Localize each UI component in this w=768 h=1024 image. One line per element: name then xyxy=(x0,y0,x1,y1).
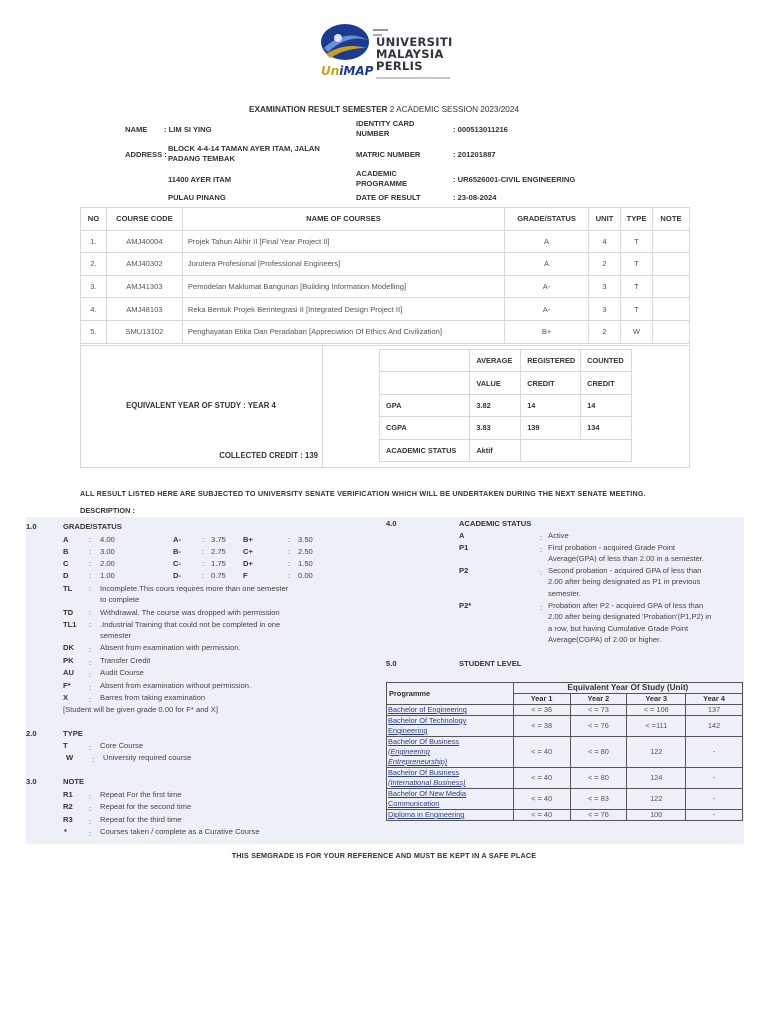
level-value: 100 xyxy=(627,810,686,821)
type-code-w: W xyxy=(66,753,74,762)
level-value: < = 38 xyxy=(513,716,570,737)
section-3-title: NOTE xyxy=(63,777,85,786)
grade-code: C xyxy=(63,559,69,568)
status-text-tl1: .Industrial Training that could not be completed in one xyxy=(100,620,281,629)
note-code-r2: R2 xyxy=(63,802,73,811)
course-unit: 4 xyxy=(589,230,621,253)
gpa-row xyxy=(380,394,632,416)
programme-name-line: Communication xyxy=(388,799,440,808)
programme-name-line: Engineering xyxy=(388,726,428,735)
colon: : xyxy=(89,683,92,692)
header-unit: UNIT xyxy=(589,208,621,231)
level-header-year-4: Year 4 xyxy=(686,694,743,705)
status-text-p2-star: Probation after P2 - acquired GPA of less than xyxy=(548,601,704,610)
status-text-tl1-cont: semester xyxy=(100,631,132,640)
date-label: DATE OF RESULT xyxy=(356,193,421,202)
logo-line-1: UNIVERSITI xyxy=(376,35,453,49)
gpa-table xyxy=(379,349,632,462)
status-code-p2: P2 xyxy=(459,566,469,575)
course-code: AMJ40004 xyxy=(106,230,182,253)
programme-name xyxy=(387,768,514,789)
status-code-au: AU xyxy=(63,668,74,677)
matric-value: : 201201887 xyxy=(453,150,496,159)
academic-status-label: ACADEMIC STATUS xyxy=(380,439,470,461)
programme-name-line: Bachelor Of New Media xyxy=(388,789,467,798)
grade-code: D+ xyxy=(243,559,253,568)
gpa-header-row-2 xyxy=(380,372,632,394)
note-text-star: Courses taken / complete as a Curative Course xyxy=(100,827,260,836)
grade-point: 1.00 xyxy=(100,571,115,580)
grade-code: A- xyxy=(173,535,182,544)
course-no: 2. xyxy=(81,253,107,276)
programme-name-line: (International Business) xyxy=(388,778,466,787)
logo-acronym xyxy=(321,64,373,78)
colon: : xyxy=(202,571,205,580)
courses-header-row xyxy=(81,208,690,231)
status-code-tl: TL xyxy=(63,584,73,593)
description-label: DESCRIPTION : xyxy=(80,506,136,515)
gpa-value: 3.82 xyxy=(470,394,521,416)
course-grade: A xyxy=(505,230,589,253)
header-course-code: COURSE CODE xyxy=(106,208,182,231)
status-text-dk: Absent from examination with permission. xyxy=(100,643,241,652)
programme-name xyxy=(387,789,514,810)
page-title xyxy=(0,105,768,114)
programme-name-line: Bachelor Of Business xyxy=(388,768,460,777)
table-row xyxy=(387,705,743,716)
note-code-r1: R1 xyxy=(63,790,73,799)
senate-notice: ALL RESULT LISTED HERE ARE SUBJECTED TO UNIVERSITY SENATE VERIFICATION WHICH WILL BE UNDERTAKEN DURING THE NEXT SENATE MEETING. xyxy=(80,489,646,498)
type-text-t: Core Course xyxy=(100,741,144,750)
course-grade: A- xyxy=(505,275,589,298)
status-text-td: Withdrawal. The course was dropped with permission xyxy=(100,608,280,617)
colon: : xyxy=(89,535,92,544)
level-value: < = 106 xyxy=(627,705,686,716)
course-name: Jurutera Profesional [Professional Engineers] xyxy=(182,253,504,276)
summary-divider xyxy=(322,345,323,468)
colon: : xyxy=(89,658,92,667)
type-text-w: University required course xyxy=(103,753,192,762)
grade-point: 1.50 xyxy=(298,559,313,568)
colon: : xyxy=(92,755,95,764)
academic-status-value: Aktif xyxy=(470,439,521,461)
title-session: 2 ACADEMIC SESSION 2023/2024 xyxy=(387,105,519,114)
level-value: < = 40 xyxy=(513,789,570,810)
course-type: T xyxy=(621,298,653,321)
colon: : xyxy=(288,559,291,568)
ic-label: IDENTITY CARD NUMBER xyxy=(356,119,415,138)
level-value: < = 76 xyxy=(570,716,627,737)
gpa-header-registered: REGISTERED xyxy=(521,350,581,372)
level-value: - xyxy=(686,768,743,789)
header-note: NOTE xyxy=(652,208,689,231)
colon: : xyxy=(540,603,543,612)
table-row xyxy=(81,253,690,276)
status-text-p2: Second probation - acquired GPA of less than xyxy=(548,566,702,575)
colon: : xyxy=(89,829,92,838)
colon: : xyxy=(540,533,543,542)
section-2-number: 2.0 xyxy=(26,729,37,738)
header-type: TYPE xyxy=(621,208,653,231)
grade-point: 2.75 xyxy=(211,547,226,556)
grade-code: D- xyxy=(173,571,182,580)
programme-name xyxy=(387,716,514,737)
colon: : xyxy=(202,559,205,568)
header-no: NO xyxy=(81,208,107,231)
level-value: - xyxy=(686,737,743,768)
note-code-r3: R3 xyxy=(63,815,73,824)
grade-code: D xyxy=(63,571,69,580)
header-grade: GRADE/STATUS xyxy=(505,208,589,231)
academic-status-row xyxy=(380,439,632,461)
colon: : xyxy=(89,608,92,617)
level-header-programme: Programme xyxy=(387,683,514,705)
status-code-p2-star: P2* xyxy=(459,601,472,610)
gpa-header-counted: COUNTED xyxy=(581,350,632,372)
course-name: Penghayatan Etika Dan Peradaban [Appreciation Of Ethics And Civilization] xyxy=(182,320,504,343)
level-value: < = 80 xyxy=(570,737,627,768)
course-code: SMU13102 xyxy=(106,320,182,343)
colon: : xyxy=(89,571,92,580)
logo-acronym-u: Un xyxy=(321,64,340,78)
course-code: AMJ40302 xyxy=(106,253,182,276)
note-text-r2: Repeat for the second time xyxy=(100,802,192,811)
note-text-r1: Repeat For the first time xyxy=(100,790,182,799)
section-1-title: GRADE/STATUS xyxy=(63,522,122,531)
course-no: 5. xyxy=(81,320,107,343)
course-name: Projek Tahun Akhir II [Final Year Project II] xyxy=(182,230,504,253)
cgpa-counted: 134 xyxy=(581,417,632,439)
section-4-title: ACADEMIC STATUS xyxy=(459,519,532,528)
gpa-header-row xyxy=(380,350,632,372)
course-code: AMJ41303 xyxy=(106,275,182,298)
programme-name xyxy=(387,705,514,716)
grade-code: C+ xyxy=(243,547,253,556)
cgpa-label: CGPA xyxy=(380,417,470,439)
colon: : xyxy=(89,695,92,704)
course-type: T xyxy=(621,275,653,298)
level-value: 122 xyxy=(627,737,686,768)
cgpa-value: 3.83 xyxy=(470,417,521,439)
name-label: NAME xyxy=(125,125,148,134)
table-row xyxy=(387,768,743,789)
grade-point: 3.50 xyxy=(298,535,313,544)
programme-name-line: Bachelor Of Business xyxy=(388,737,460,746)
level-value: < =111 xyxy=(627,716,686,737)
colon: : xyxy=(540,545,543,554)
programme-name-line: Bachelor Of Technology xyxy=(388,716,467,725)
level-value: 142 xyxy=(686,716,743,737)
title-bold: EXAMINATION RESULT SEMESTER xyxy=(249,105,388,114)
course-unit: 2 xyxy=(589,320,621,343)
level-header-equivalent: Equivalent Year Of Study (Unit) xyxy=(513,683,742,694)
status-code-tl1: TL1 xyxy=(63,620,77,629)
section-4-number: 4.0 xyxy=(386,519,397,528)
grade-code: B+ xyxy=(243,535,253,544)
grade-point: 2.00 xyxy=(100,559,115,568)
status-code-td: TD xyxy=(63,608,74,617)
level-value: < = 80 xyxy=(570,768,627,789)
level-header-row xyxy=(387,683,743,694)
cgpa-row xyxy=(380,417,632,439)
table-row xyxy=(387,737,743,768)
level-value: < = 73 xyxy=(570,705,627,716)
gpa-header-value: VALUE xyxy=(470,372,521,394)
logo-wordmark xyxy=(376,36,453,72)
course-grade: A- xyxy=(505,298,589,321)
status-code-p1: P1 xyxy=(459,543,469,552)
programme-name-line: Diploma in Engineering xyxy=(388,810,465,819)
colon: : xyxy=(288,547,291,556)
gpa-header-credit: CREDIT xyxy=(521,372,581,394)
section-5-number: 5.0 xyxy=(386,659,397,668)
course-note xyxy=(652,230,689,253)
programme-value: : UR6526001-CIVIL ENGINEERING xyxy=(453,175,576,184)
type-code-t: T xyxy=(63,741,68,750)
section-3-number: 3.0 xyxy=(26,777,37,786)
course-grade: A xyxy=(505,253,589,276)
grade-footnote: [Student will be given grade 0.00 for F* and X] xyxy=(63,705,218,714)
header-course-name: NAME OF COURSES xyxy=(182,208,504,231)
address-line-2: 11400 AYER ITAM xyxy=(168,175,232,184)
grade-code: C- xyxy=(173,559,182,568)
section-2-title: TYPE xyxy=(63,729,83,738)
course-note xyxy=(652,298,689,321)
grade-point: 0.00 xyxy=(298,571,313,580)
programme-name-line: (Engineering xyxy=(388,747,430,756)
programme-name-line: Bachelor of Engineering xyxy=(388,705,467,714)
level-value: < = 40 xyxy=(513,810,570,821)
gpa-counted: 14 xyxy=(581,394,632,416)
colon: : xyxy=(89,547,92,556)
table-row xyxy=(387,789,743,810)
course-grade: B+ xyxy=(505,320,589,343)
grade-code: A xyxy=(63,535,69,544)
course-name: Reka Bentuk Projek Berintegrasi II [Integrated Design Project II] xyxy=(182,298,504,321)
grade-point: 2.50 xyxy=(298,547,313,556)
courses-table xyxy=(80,207,690,344)
colon: : xyxy=(89,559,92,568)
colon: : xyxy=(89,645,92,654)
section-5-title: STUDENT LEVEL xyxy=(459,659,522,668)
course-note xyxy=(652,253,689,276)
level-value: < = 36 xyxy=(513,705,570,716)
ic-value: : 000513011216 xyxy=(453,125,508,134)
address-line-1: BLOCK 4-4-14 TAMAN AYER ITAM, JALAN PADANG TEMBAK xyxy=(168,144,320,163)
programme-name-line: Entrepreneurship) xyxy=(388,757,448,766)
level-value: 124 xyxy=(627,768,686,789)
table-row xyxy=(81,298,690,321)
colon: : xyxy=(202,535,205,544)
grade-point: 4.00 xyxy=(100,535,115,544)
level-value: < = 83 xyxy=(570,789,627,810)
course-no: 3. xyxy=(81,275,107,298)
course-no: 4. xyxy=(81,298,107,321)
status-code-a: A xyxy=(459,531,465,540)
status-text-pk: Transfer Credit xyxy=(100,656,151,665)
grade-point: 3.75 xyxy=(211,535,226,544)
status-code-pk: PK xyxy=(63,656,74,665)
status-text-p2-star-cont2: a row, but having Cumulative Grade Point xyxy=(548,624,689,633)
date-value: : 23-08-2024 xyxy=(453,193,497,202)
logo-line-2: MALAYSIA xyxy=(376,47,444,61)
table-row xyxy=(387,810,743,821)
table-row xyxy=(81,230,690,253)
status-text-tl-cont: to complete xyxy=(100,595,140,604)
status-text-au: Audit Course xyxy=(100,668,144,677)
student-level-table xyxy=(386,682,743,821)
programme-name xyxy=(387,737,514,768)
level-value: 137 xyxy=(686,705,743,716)
grade-point: 3.00 xyxy=(100,547,115,556)
level-value: < = 76 xyxy=(570,810,627,821)
colon: : xyxy=(202,547,205,556)
collected-credit: COLLECTED CREDIT : 139 xyxy=(219,451,318,460)
status-code-x: X xyxy=(63,693,69,702)
programme-name xyxy=(387,810,514,821)
matric-label: MATRIC NUMBER xyxy=(356,150,421,159)
level-value: 122 xyxy=(627,789,686,810)
grade-point: 1.75 xyxy=(211,559,226,568)
gpa-label: GPA xyxy=(380,394,470,416)
gpa-header-credit: CREDIT xyxy=(581,372,632,394)
note-code-star: * xyxy=(64,827,67,836)
status-text-p2-cont: 2.00 after being designated as P1 in previous xyxy=(548,577,701,586)
logo-acronym-rest: iMAP xyxy=(339,64,374,78)
address-line-3: PULAU PINANG xyxy=(168,193,226,202)
colon: : xyxy=(89,620,92,629)
course-unit: 2 xyxy=(589,253,621,276)
gpa-header-average: AVERAGE xyxy=(470,350,521,372)
colon: : xyxy=(89,743,92,752)
grade-code: B- xyxy=(173,547,182,556)
level-header-year-3: Year 3 xyxy=(627,694,686,705)
level-value: < = 40 xyxy=(513,737,570,768)
note-text-r3: Repeat for the third time xyxy=(100,815,182,824)
level-value: < = 40 xyxy=(513,768,570,789)
status-text-tl: Incomplete.This cours requires more than one semester xyxy=(100,584,289,593)
grade-code: F xyxy=(243,571,248,580)
course-note xyxy=(652,275,689,298)
colon: : xyxy=(89,792,92,801)
course-type: W xyxy=(621,320,653,343)
colon: : xyxy=(89,804,92,813)
status-text-p1: First probation - acquired Grade Point xyxy=(548,543,676,552)
address-label: ADDRESS : xyxy=(125,150,167,159)
table-row xyxy=(81,320,690,343)
course-unit: 3 xyxy=(589,298,621,321)
level-value: - xyxy=(686,789,743,810)
course-code: AMJ48103 xyxy=(106,298,182,321)
status-code-f-star: F* xyxy=(63,681,71,690)
status-text-p2-cont2: semester. xyxy=(548,589,581,598)
colon: : xyxy=(89,584,92,593)
colon: : xyxy=(288,535,291,544)
footer-note: THIS SEMGRADE IS FOR YOUR REFERENCE AND MUST BE KEPT IN A SAFE PLACE xyxy=(231,851,537,860)
equivalent-year: EQUIVALENT YEAR OF STUDY : YEAR 4 xyxy=(126,401,276,410)
colon: : xyxy=(89,670,92,679)
status-text-f-star: Absent from examination without permission. xyxy=(100,681,252,690)
name-value: : LIM SI YING xyxy=(164,125,212,134)
status-text-p2-star-cont: 2.00 after being designated 'Probation'(P1,P2) in xyxy=(548,612,712,621)
colon: : xyxy=(288,571,291,580)
status-code-dk: DK xyxy=(63,643,74,652)
level-header-year-2: Year 2 xyxy=(570,694,627,705)
level-value: - xyxy=(686,810,743,821)
status-text-a: Active xyxy=(548,531,569,540)
course-unit: 3 xyxy=(589,275,621,298)
table-row xyxy=(387,716,743,737)
level-header-year-1: Year 1 xyxy=(513,694,570,705)
colon: : xyxy=(89,817,92,826)
logo-line-3: PERLIS xyxy=(376,59,423,73)
grade-code: B xyxy=(63,547,69,556)
course-name: Pemodelan Maklumat Bangunan [Building Information Modelling] xyxy=(182,275,504,298)
section-1-number: 1.0 xyxy=(26,522,37,531)
colon: : xyxy=(540,568,543,577)
course-no: 1. xyxy=(81,230,107,253)
status-text-p2-star-cont3: Average(CGPA) of 2.00 or higher. xyxy=(548,635,662,644)
course-note xyxy=(652,320,689,343)
course-type: T xyxy=(621,253,653,276)
status-text-p1-cont: Average(GPA) of less than 2.00 in a semester. xyxy=(548,554,704,563)
gpa-registered: 14 xyxy=(521,394,581,416)
grade-point: 0.75 xyxy=(211,571,226,580)
table-row xyxy=(81,275,690,298)
cgpa-registered: 139 xyxy=(521,417,581,439)
programme-label: ACADEMIC PROGRAMME xyxy=(356,169,408,188)
course-type: T xyxy=(621,230,653,253)
status-text-x: Barres from taking examination xyxy=(100,693,206,702)
